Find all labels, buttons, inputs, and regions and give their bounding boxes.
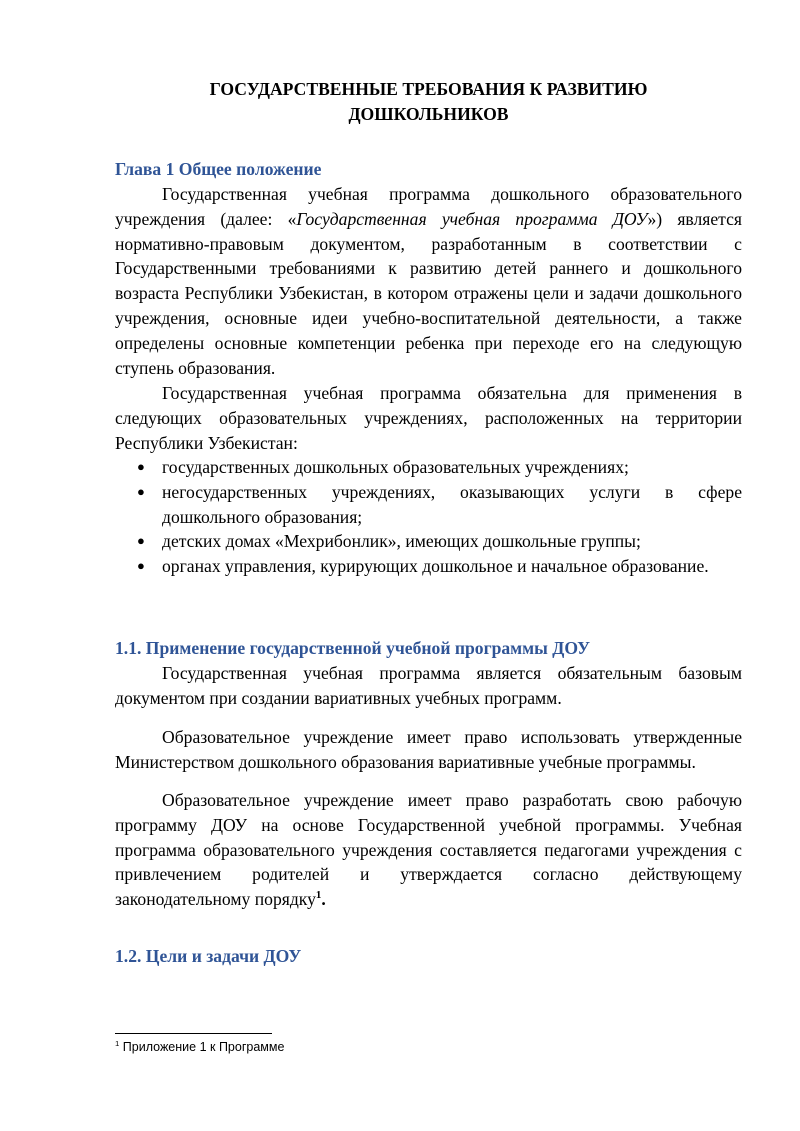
footnote	[115, 1039, 284, 1055]
list-item	[115, 480, 742, 530]
list-item	[115, 529, 742, 554]
document-title	[115, 77, 742, 126]
bullet-icon: ●	[137, 459, 145, 474]
bullet-icon: ●	[137, 558, 145, 574]
chapter-1-paragraph-1	[115, 182, 742, 380]
footnote-text: Приложение 1 к Программе	[119, 1040, 285, 1054]
institution-list	[115, 455, 742, 579]
title-line-1: ГОСУДАРСТВЕННЫЕ ТРЕБОВАНИЯ К РАЗВИТИЮ	[209, 79, 648, 99]
list-item-text: государственных дошкольных образовательных учреждениях;	[162, 457, 629, 477]
bullet-icon: ●	[137, 533, 145, 549]
paragraph-italic-term: Государственная учебная программа ДОУ	[296, 208, 648, 229]
paragraph-text: Образовательное учреждение имеет право разработать свою рабочую программу ДОУ на основе Государственной учебной программы. Учебная программа образовательного учреждения составляется педагогами учреждения с привлечением родителей и утверждается согласно действующему законодательному порядку	[115, 790, 742, 910]
footnote-reference: 1	[315, 889, 322, 902]
title-line-2: ДОШКОЛЬНИКОВ	[348, 103, 509, 124]
section-1-1-paragraph-3	[115, 788, 742, 912]
section-1-2-heading: 1.2. Цели и задачи ДОУ	[115, 946, 302, 966]
paragraph-period: .	[321, 889, 326, 910]
bullet-icon: ●	[137, 483, 145, 499]
chapter-1-paragraph-2: Государственная учебная программа обязательна для применения в следующих образовательных учреждениях, расположенных на территории Республики Узбекистан:	[115, 383, 742, 453]
section-1-1-heading: 1.1. Применение государственной учебной программы ДОУ	[115, 638, 590, 658]
section-1-1-paragraph-1: Государственная учебная программа является обязательным базовым документом при создании вариативных учебных программ.	[115, 663, 742, 708]
section-1-1-paragraph-2: Образовательное учреждение имеет право использовать утвержденные Министерством дошкольного образования вариативные учебные программы.	[115, 727, 742, 772]
list-item-text: негосударственных учреждениях, оказывающих услуги в сфере дошкольного образования;	[162, 481, 742, 527]
list-item-text: органах управления, курирующих дошкольное и начальное образование.	[162, 556, 709, 577]
list-item-text: детских домах «Мехрибонлик», имеющих дошкольные группы;	[162, 531, 641, 552]
paragraph-text-start: Государственная учебная программа дошкольного образовательного учреждения (далее: «	[115, 184, 742, 229]
list-item	[115, 554, 742, 579]
footnote-separator	[115, 1033, 272, 1034]
paragraph-text-end: ») является нормативно-правовым документом, разработанным в соответствии с Государственными требованиями к развитию детей раннего и дошкольного возраста Республики Узбекистан, в котором отражены цели и задачи дошкольного учреждения, основные идеи учебно-воспитательной деятельности, а также определены основные компетенции ребенка при переходе его на следующую ступень образования.	[115, 208, 742, 378]
chapter-1-heading: Глава 1 Общее положение	[115, 159, 322, 179]
footnote-number: 1	[115, 1038, 120, 1048]
list-item	[115, 455, 742, 480]
